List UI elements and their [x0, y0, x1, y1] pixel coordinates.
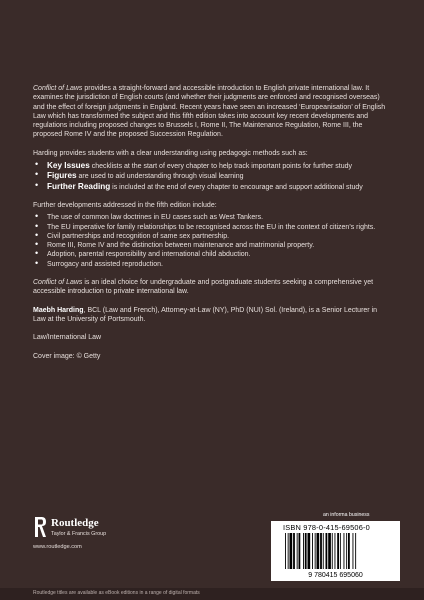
feature-desc: checklists at the start of every chapter to help track important points for further study	[89, 163, 353, 171]
author-credentials: , BCL (Law and French), Attorney-at-Law (NY), PhD (NUI) Sol. (Ireland), is a Senior Lecturer in Law at the University of Portsmouth.	[33, 306, 378, 323]
feature-term: Further Reading	[47, 181, 111, 191]
pedagogy-intro: Harding provides students with a clear understanding using pedagogic methods such as:	[33, 149, 308, 157]
audience-paragraph	[33, 278, 391, 297]
ebook-note: Routledge titles are available as eBook editions in a range of digital formats	[33, 590, 200, 596]
feature-term: Figures	[47, 171, 77, 181]
barcode-bars	[285, 533, 356, 569]
author-bio	[33, 306, 391, 325]
developments-intro: Further developments addressed in the fifth edition include:	[33, 201, 217, 209]
development-item: • The EU imperative for family relationships to be recognised across the EU in the context of citizen’s rights.	[33, 223, 391, 232]
feature-item-further-reading	[33, 182, 391, 192]
feature-item-figures	[33, 171, 391, 181]
isbn-barcode-box	[271, 521, 400, 581]
intro-paragraph-text: provides a straight-forward and accessible introduction to English private international law. It examines the jurisdiction of English courts (and whether their judgments are enforced and recognised overseas) and the effect of foreign judgments in England. Recent years have seen an increased ‘Europeanisation’ of English Law which has transformed the subject and this fifth edition takes into account key recent developments and regulations including proposed changes to Brussels I, Rome II, The Maintenance Regulation, Rome III, the proposed Rome IV and the proposed Succession Regulation.	[33, 85, 386, 139]
book-title-italic: Conflict of Laws	[33, 279, 83, 287]
development-item: • Rome III, Rome IV and the distinction between maintenance and matrimonial property.	[33, 241, 391, 250]
development-item: • The use of common law doctrines in EU cases such as West Tankers.	[33, 213, 391, 222]
intro-paragraph	[33, 84, 391, 140]
developments-list	[33, 213, 391, 269]
cover-image-credit: Cover image: © Getty	[33, 352, 101, 360]
barcode-digits: 9 780415 695060	[308, 572, 363, 579]
feature-term: Key Issues	[47, 161, 90, 171]
feature-item-key-issues	[33, 161, 391, 171]
feature-desc: is included at the end of every chapter to encourage and support additional study	[110, 183, 363, 191]
informa-business-label: an informa business	[323, 512, 370, 518]
features-list	[33, 161, 391, 192]
blurb-text	[33, 84, 391, 370]
isbn-label: ISBN 978-0-415-69506-0	[283, 523, 370, 532]
publisher-group: Taylor & Francis Group	[51, 531, 107, 537]
audience-paragraph-text: is an ideal choice for undergraduate and postgraduate students seeking a comprehensive yet accessible introduction to private international law.	[33, 279, 374, 296]
routledge-logo-icon	[33, 515, 47, 539]
development-item: • Surrogacy and assisted reproduction.	[33, 260, 391, 269]
footer-band	[0, 588, 424, 600]
publisher-url: www.routledge.com	[33, 544, 82, 550]
barcode-image	[271, 521, 400, 581]
development-item: • Civil partnerships and recognition of same sex partnership.	[33, 232, 391, 241]
book-title-italic: Conflict of Laws	[33, 85, 83, 92]
development-item: • Adoption, parental responsibility and international child abduction.	[33, 250, 391, 259]
subject-category: Law/International Law	[33, 334, 102, 342]
publisher-name: Routledge	[51, 517, 99, 529]
author-name: Maebh Harding	[33, 306, 84, 314]
feature-desc: are used to aid understanding through visual learning	[76, 173, 244, 181]
